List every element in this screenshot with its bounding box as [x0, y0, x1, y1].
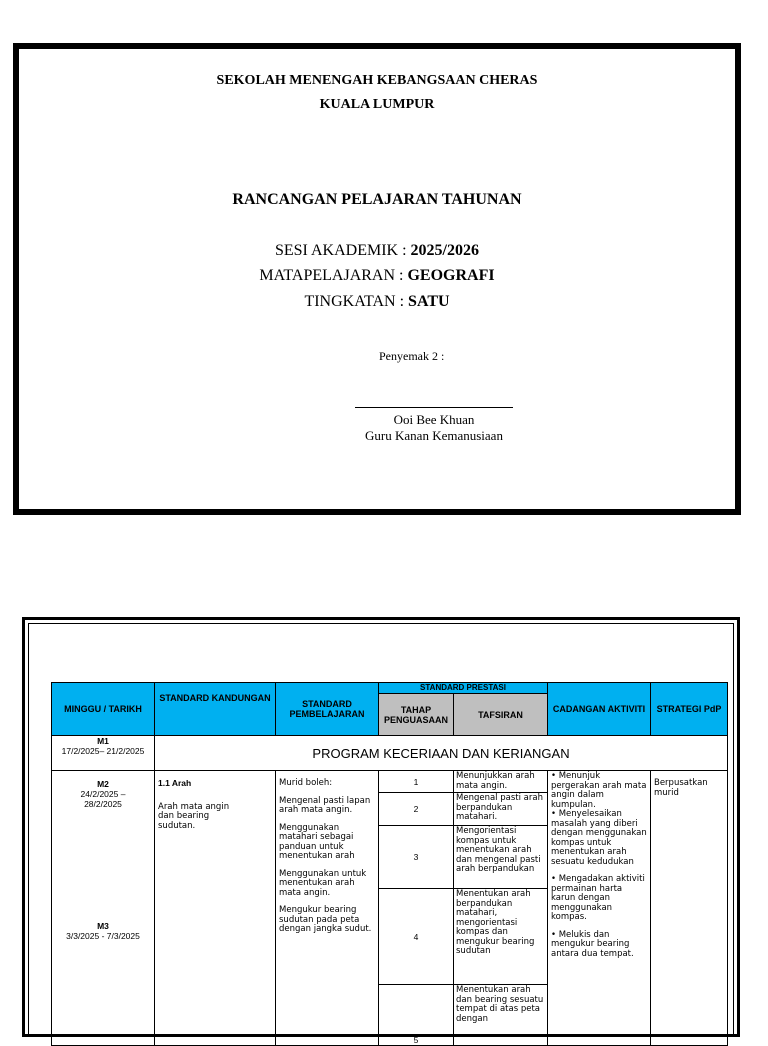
- content-standard-cell: [155, 771, 276, 1046]
- interpretation-text: Mengorientasi kompas untuk menentukan arah dan mengenal pasti arah berpandukan: [454, 826, 548, 889]
- week-label: M2: [97, 779, 109, 789]
- week-label: M3: [97, 921, 109, 931]
- activities-cell: [548, 771, 651, 1046]
- learning-item: Menggunakan untuk menentukan arah mata angin.: [279, 868, 367, 898]
- week-cell-m2-m3: [52, 771, 155, 1046]
- mastery-level: 1: [379, 771, 454, 793]
- mastery-level: 4: [379, 889, 454, 985]
- header-content-standard: STANDARD KANDUNGAN: [155, 683, 276, 736]
- strategy-cell: Berpusatkan murid: [651, 771, 728, 1046]
- session-line: [19, 242, 735, 260]
- learning-item: Murid boleh:: [279, 778, 333, 788]
- session-value: 2025/2026: [410, 242, 479, 259]
- header-interpretation: TAFSIRAN: [454, 694, 548, 736]
- school-name: SEKOLAH MENENGAH KEBANGSAAN CHERAS: [216, 73, 538, 88]
- subject-line: [19, 267, 735, 285]
- activity-item: • Menunjuk pergerakan arah mata angin dalam kumpulan.: [551, 771, 647, 810]
- interpretation-text: Menentukan arah berpandukan matahari, mengorientasi kompas dan mengukur bearing sudutan: [454, 889, 548, 985]
- week-dates: 3/3/2025 - 7/3/2025: [66, 931, 140, 941]
- subject-label: MATAPELAJARAN :: [259, 267, 408, 284]
- content-description: Arah mata angin dan bearing sudutan.: [158, 801, 230, 831]
- reviewer-name: Ooi Bee Khuan: [393, 412, 475, 427]
- learning-item: Mengenal pasti lapan arah mata angin.: [279, 795, 371, 815]
- reviewer-label: Penyemak 2 :: [379, 349, 445, 363]
- reviewer-title: Guru Kanan Kemanusiaan: [365, 428, 503, 443]
- header-strategy: STRATEGI PdP: [651, 683, 728, 736]
- week-cell-m1: [52, 736, 155, 771]
- school-city: KUALA LUMPUR: [319, 97, 435, 112]
- activity-item: • Melukis dan mengukur bearing antara dua tempat.: [551, 929, 634, 959]
- header-learning-standard: STANDARD PEMBELAJARAN: [276, 683, 379, 736]
- learning-item: Menggunakan matahari sebagai panduan untuk menentukan arah: [279, 822, 355, 861]
- content-title: 1.1 Arah: [158, 778, 192, 788]
- week-dates: 24/2/2025 – 28/2/2025: [80, 789, 126, 809]
- interpretation-text: Mengenal pasti arah berpandukan matahari.: [454, 793, 548, 826]
- mastery-level: 3: [379, 826, 454, 889]
- interpretation-text: Menunjukkan arah mata angin.: [454, 771, 548, 793]
- annual-plan-table: [51, 682, 728, 1046]
- mastery-level: 5: [379, 985, 454, 1046]
- level-value: SATU: [408, 293, 450, 310]
- learning-standard-cell: [276, 771, 379, 1046]
- learning-item: Mengukur bearing sudutan pada peta dengan jangka sudut.: [279, 905, 372, 934]
- header-performance-standard: STANDARD PRESTASI: [379, 683, 548, 694]
- activity-item: • Menyelesaikan masalah yang diberi dengan menggunakan kompas untuk menentukan arah sesuatu kedudukan: [551, 809, 647, 867]
- interpretation-text: Menentukan arah dan bearing sesuatu tempat di atas peta dengan: [454, 985, 548, 1046]
- program-banner: PROGRAM KECERIAAN DAN KERIANGAN: [155, 736, 728, 771]
- activity-item: • Mengadakan aktiviti permainan harta karun dengan menggunakan kompas.: [551, 874, 645, 922]
- cover-page: [13, 43, 741, 515]
- signature-line: [355, 407, 513, 408]
- week-label: M1: [97, 736, 109, 746]
- subject-value: GEOGRAFI: [407, 267, 495, 284]
- header-week: MINGGU / TARIKH: [52, 683, 155, 736]
- level-label: TINGKATAN :: [304, 293, 409, 310]
- document-title: RANCANGAN PELAJARAN TAHUNAN: [232, 191, 522, 208]
- week-dates: 17/2/2025– 21/2/2025: [61, 746, 145, 756]
- mastery-level: 2: [379, 793, 454, 826]
- header-activities: CADANGAN AKTIVITI: [548, 683, 651, 736]
- header-mastery-level: TAHAP PENGUASAAN: [379, 694, 454, 736]
- session-label: SESI AKADEMIK :: [274, 242, 411, 259]
- level-line: [19, 293, 735, 311]
